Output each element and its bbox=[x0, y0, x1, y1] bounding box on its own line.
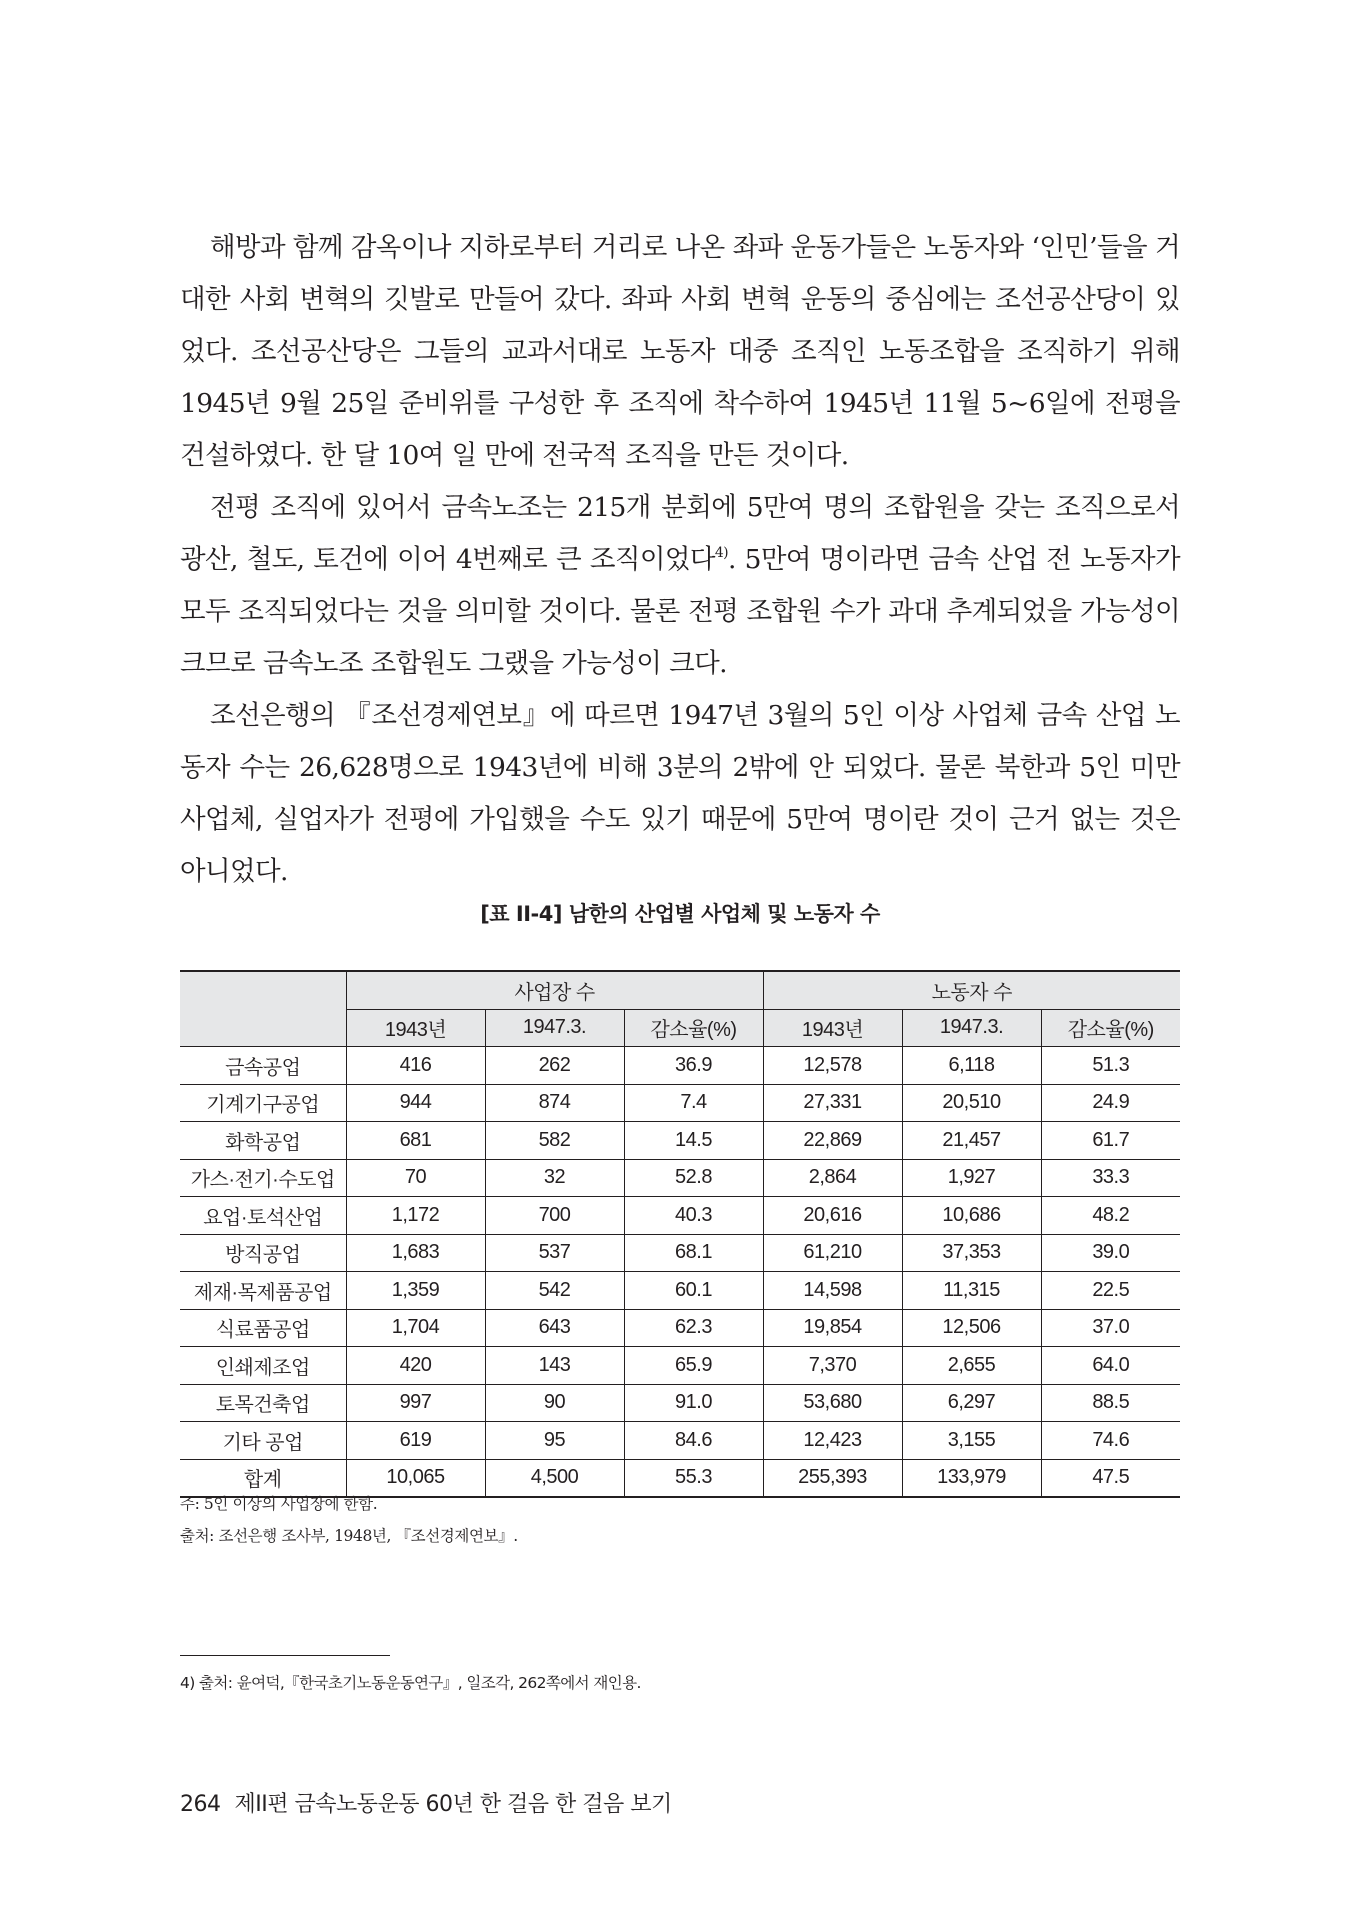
group-header-establishments: 사업장 수 bbox=[346, 971, 763, 1009]
value-cell: 416 bbox=[346, 1047, 485, 1085]
value-cell: 53,680 bbox=[763, 1384, 902, 1422]
value-cell: 4,500 bbox=[485, 1459, 624, 1497]
industry-cell: 요업·토석산업 bbox=[180, 1197, 346, 1235]
value-cell: 255,393 bbox=[763, 1459, 902, 1497]
table-title: [표 II-4] 남한의 산업별 사업체 및 노동자 수 bbox=[480, 902, 880, 926]
value-cell: 262 bbox=[485, 1047, 624, 1085]
value-cell: 70 bbox=[346, 1159, 485, 1197]
value-cell: 68.1 bbox=[624, 1234, 763, 1272]
page-footer bbox=[180, 1787, 672, 1818]
value-cell: 55.3 bbox=[624, 1459, 763, 1497]
sub-header: 감소율(%) bbox=[624, 1009, 763, 1047]
table-row bbox=[180, 1309, 1180, 1347]
value-cell: 36.9 bbox=[624, 1047, 763, 1085]
value-cell: 6,118 bbox=[902, 1047, 1041, 1085]
value-cell: 90 bbox=[485, 1384, 624, 1422]
footnote: 4) 출처: 윤여덕,『한국초기노동운동연구』, 일조각, 262쪽에서 재인용. bbox=[180, 1674, 641, 1692]
value-cell: 582 bbox=[485, 1122, 624, 1160]
value-cell: 700 bbox=[485, 1197, 624, 1235]
sub-header: 1943년 bbox=[346, 1009, 485, 1047]
value-cell: 40.3 bbox=[624, 1197, 763, 1235]
page-number: 264 bbox=[180, 1792, 221, 1817]
value-cell: 2,864 bbox=[763, 1159, 902, 1197]
value-cell: 14.5 bbox=[624, 1122, 763, 1160]
value-cell: 10,065 bbox=[346, 1459, 485, 1497]
industry-header-cell bbox=[180, 971, 346, 1047]
body-text bbox=[180, 222, 1180, 898]
value-cell: 619 bbox=[346, 1422, 485, 1460]
value-cell: 84.6 bbox=[624, 1422, 763, 1460]
paragraph-3: 조선은행의 『조선경제연보』에 따르면 1947년 3월의 5인 이상 사업체 금속 산업 노동자 수는 26,628명으로 1943년에 비해 3분의 2밖에 안 되었다. 물론 북한과 5인 미만 사업체, 실업자가 전평에 가입했을 수도 있기 때문에 5만여 명이란 것이 근거 없는 것은 아니었다. bbox=[180, 700, 1180, 887]
value-cell: 7.4 bbox=[624, 1084, 763, 1122]
value-cell: 12,423 bbox=[763, 1422, 902, 1460]
value-cell: 1,359 bbox=[346, 1272, 485, 1310]
footnote-ref[interactable]: 4) bbox=[714, 545, 728, 561]
value-cell: 52.8 bbox=[624, 1159, 763, 1197]
table-row bbox=[180, 1197, 1180, 1235]
group-header-workers: 노동자 수 bbox=[763, 971, 1180, 1009]
paragraph-1: 해방과 함께 감옥이나 지하로부터 거리로 나온 좌파 운동가들은 노동자와 ‘인민’들을 거대한 사회 변혁의 깃발로 만들어 갔다. 좌파 사회 변혁 운동의 중심에는 조선공산당이 있었다. 조선공산당은 그들의 교과서대로 노동자 대중 조직인 노동조합을 조직하기 위해 1945년 9월 25일 준비위를 구성한 후 조직에 착수하여 1945년 11월 5~6일에 전평을 건설하였다. 한 달 10여 일 만에 전국적 조직을 만든 것이다. bbox=[180, 232, 1180, 471]
value-cell: 14,598 bbox=[763, 1272, 902, 1310]
value-cell: 537 bbox=[485, 1234, 624, 1272]
value-cell: 74.6 bbox=[1041, 1422, 1180, 1460]
sub-header: 감소율(%) bbox=[1041, 1009, 1180, 1047]
table-row bbox=[180, 1347, 1180, 1385]
value-cell: 88.5 bbox=[1041, 1384, 1180, 1422]
industry-cell: 식료품공업 bbox=[180, 1309, 346, 1347]
value-cell: 51.3 bbox=[1041, 1047, 1180, 1085]
industry-cell: 합계 bbox=[180, 1459, 346, 1497]
value-cell: 37.0 bbox=[1041, 1309, 1180, 1347]
value-cell: 62.3 bbox=[624, 1309, 763, 1347]
value-cell: 20,510 bbox=[902, 1084, 1041, 1122]
value-cell: 1,683 bbox=[346, 1234, 485, 1272]
industry-cell: 제재·목제품공업 bbox=[180, 1272, 346, 1310]
value-cell: 1,927 bbox=[902, 1159, 1041, 1197]
table-note: 주: 5인 이상의 사업장에 한함. bbox=[180, 1495, 378, 1513]
value-cell: 944 bbox=[346, 1084, 485, 1122]
industry-cell: 화학공업 bbox=[180, 1122, 346, 1160]
table-row bbox=[180, 1159, 1180, 1197]
table-row bbox=[180, 1047, 1180, 1085]
value-cell: 7,370 bbox=[763, 1347, 902, 1385]
industry-cell: 가스·전기·수도업 bbox=[180, 1159, 346, 1197]
sub-header: 1947.3. bbox=[485, 1009, 624, 1047]
paragraph-2-text-a: 전평 조직에 있어서 금속노조는 215개 분회에 5만여 명의 조합원을 갖는 조직으로서 광산, 철도, 토건에 이어 4번째로 큰 조직이었다 bbox=[180, 492, 1180, 575]
value-cell: 95 bbox=[485, 1422, 624, 1460]
value-cell: 33.3 bbox=[1041, 1159, 1180, 1197]
value-cell: 20,616 bbox=[763, 1197, 902, 1235]
table-row bbox=[180, 1122, 1180, 1160]
table-row bbox=[180, 1422, 1180, 1460]
value-cell: 12,506 bbox=[902, 1309, 1041, 1347]
value-cell: 1,704 bbox=[346, 1309, 485, 1347]
industry-cell: 기타 공업 bbox=[180, 1422, 346, 1460]
value-cell: 32 bbox=[485, 1159, 624, 1197]
value-cell: 27,331 bbox=[763, 1084, 902, 1122]
paragraph-2 bbox=[180, 482, 1180, 690]
value-cell: 10,686 bbox=[902, 1197, 1041, 1235]
industry-cell: 금속공업 bbox=[180, 1047, 346, 1085]
value-cell: 420 bbox=[346, 1347, 485, 1385]
value-cell: 37,353 bbox=[902, 1234, 1041, 1272]
value-cell: 39.0 bbox=[1041, 1234, 1180, 1272]
value-cell: 2,655 bbox=[902, 1347, 1041, 1385]
table-row bbox=[180, 1234, 1180, 1272]
value-cell: 19,854 bbox=[763, 1309, 902, 1347]
running-title: 제II편 금속노동운동 60년 한 걸음 한 걸음 보기 bbox=[234, 1792, 672, 1817]
industry-cell: 방직공업 bbox=[180, 1234, 346, 1272]
value-cell: 91.0 bbox=[624, 1384, 763, 1422]
value-cell: 874 bbox=[485, 1084, 624, 1122]
value-cell: 11,315 bbox=[902, 1272, 1041, 1310]
footnote-divider bbox=[180, 1655, 390, 1656]
value-cell: 61,210 bbox=[763, 1234, 902, 1272]
table-row bbox=[180, 1384, 1180, 1422]
value-cell: 643 bbox=[485, 1309, 624, 1347]
value-cell: 681 bbox=[346, 1122, 485, 1160]
value-cell: 997 bbox=[346, 1384, 485, 1422]
value-cell: 24.9 bbox=[1041, 1084, 1180, 1122]
table-body bbox=[180, 1047, 1180, 1498]
value-cell: 60.1 bbox=[624, 1272, 763, 1310]
value-cell: 61.7 bbox=[1041, 1122, 1180, 1160]
industry-cell: 토목건축업 bbox=[180, 1384, 346, 1422]
value-cell: 6,297 bbox=[902, 1384, 1041, 1422]
value-cell: 64.0 bbox=[1041, 1347, 1180, 1385]
data-table bbox=[180, 970, 1180, 1498]
value-cell: 65.9 bbox=[624, 1347, 763, 1385]
value-cell: 12,578 bbox=[763, 1047, 902, 1085]
value-cell: 3,155 bbox=[902, 1422, 1041, 1460]
value-cell: 1,172 bbox=[346, 1197, 485, 1235]
table-source: 출처: 조선은행 조사부, 1948년, 『조선경제연보』. bbox=[180, 1527, 518, 1545]
value-cell: 542 bbox=[485, 1272, 624, 1310]
industry-cell: 기계기구공업 bbox=[180, 1084, 346, 1122]
sub-header: 1943년 bbox=[763, 1009, 902, 1047]
value-cell: 47.5 bbox=[1041, 1459, 1180, 1497]
value-cell: 48.2 bbox=[1041, 1197, 1180, 1235]
table-row bbox=[180, 1272, 1180, 1310]
value-cell: 143 bbox=[485, 1347, 624, 1385]
value-cell: 133,979 bbox=[902, 1459, 1041, 1497]
value-cell: 22.5 bbox=[1041, 1272, 1180, 1310]
table-row bbox=[180, 1084, 1180, 1122]
industry-cell: 인쇄제조업 bbox=[180, 1347, 346, 1385]
sub-header: 1947.3. bbox=[902, 1009, 1041, 1047]
paragraph-2-text-b: . 5만여 명이라면 금속 산업 전 노동자가 모두 조직되었다는 것을 의미할 것이다. 물론 전평 조합원 수가 과대 추계되었을 가능성이 크므로 금속노조 조합원도 그랬을 가능성이 크다. bbox=[180, 544, 1180, 679]
value-cell: 21,457 bbox=[902, 1122, 1041, 1160]
table-group-header-row bbox=[180, 971, 1180, 1009]
value-cell: 22,869 bbox=[763, 1122, 902, 1160]
